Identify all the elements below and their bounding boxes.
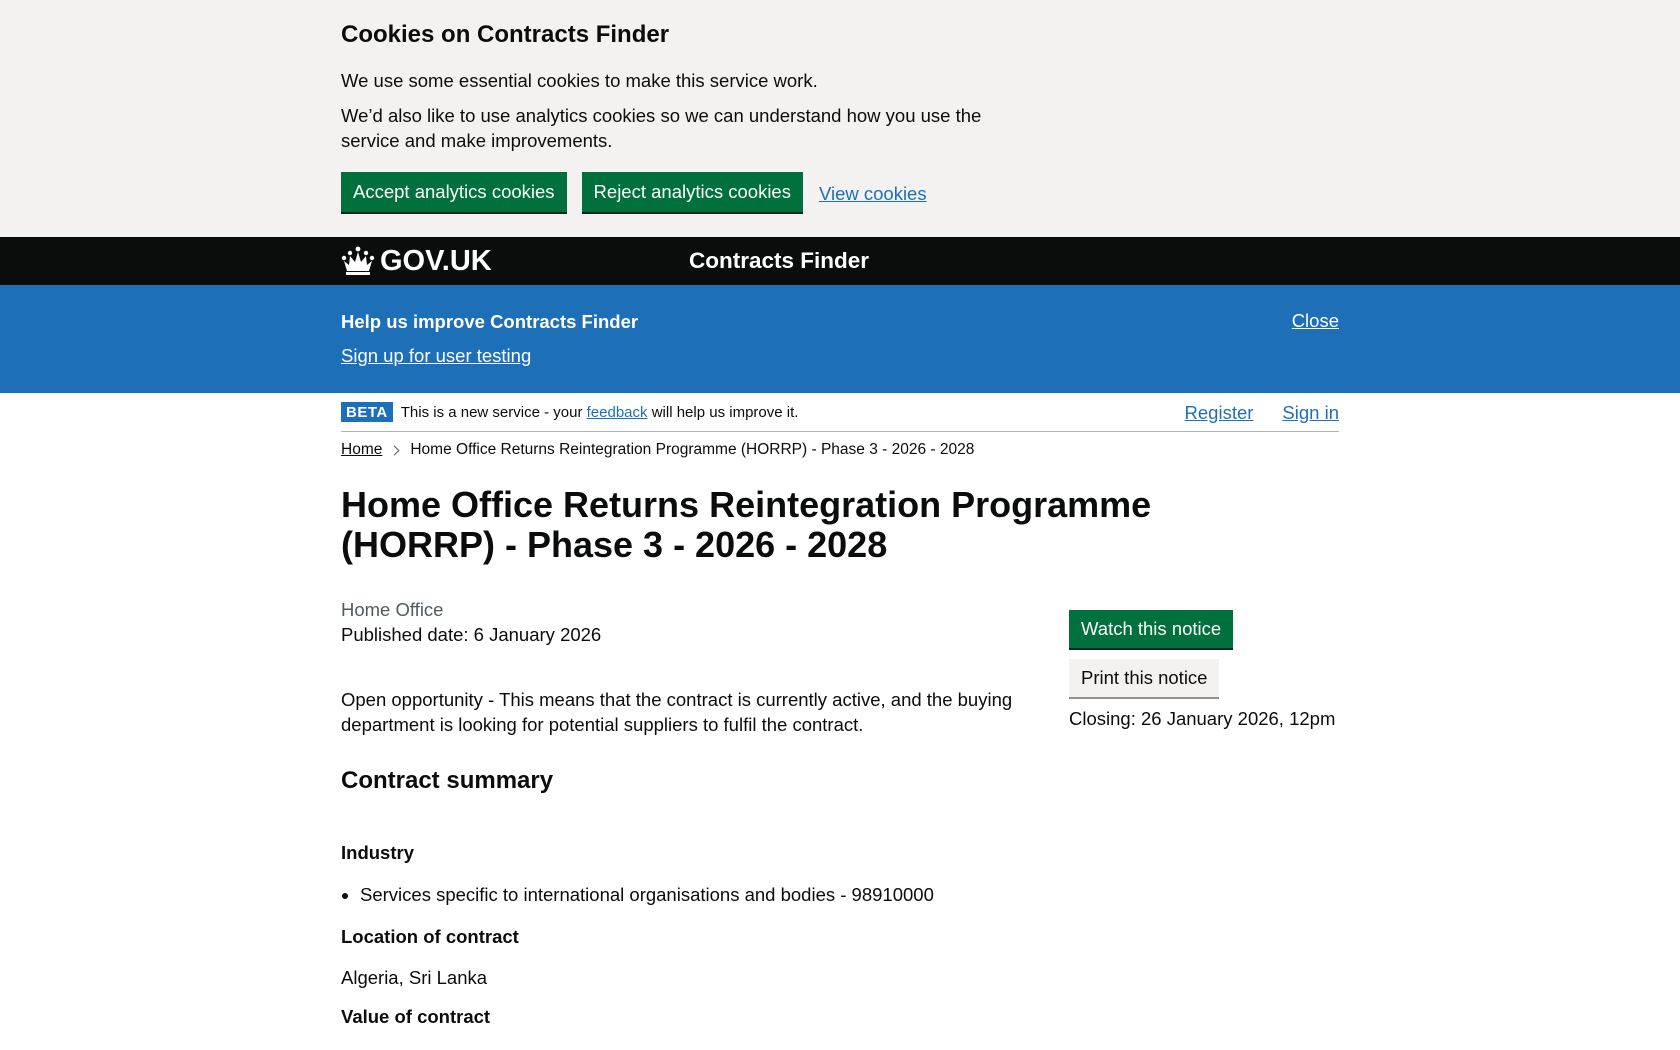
phase-banner-text [401,404,799,421]
accept-cookies-button[interactable]: Accept analytics cookies [341,172,567,212]
cookie-banner-text: We use some essential cookies to make this service work. [341,70,818,91]
notice-content [341,597,1339,1029]
register-link[interactable]: Register [1184,402,1254,423]
view-cookies-link[interactable]: View cookies [818,183,927,204]
survey-banner [0,285,1680,393]
service-name[interactable]: Contracts Finder [689,248,870,273]
notice-actions [1069,597,1335,1029]
phase-banner [341,393,1339,432]
breadcrumb-current: Home Office Returns Reintegration Programme (HORRP) - Phase 3 - 2026 - 2028 [410,441,975,458]
closing-date: Closing: 26 January 2026, 12pm [1069,708,1336,729]
contract-summary-heading: Contract summary [341,767,554,794]
close-survey-banner-link[interactable]: Close [1291,310,1339,331]
breadcrumb [341,441,1339,459]
print-notice-button[interactable]: Print this notice [1069,659,1219,697]
user-testing-signup-link[interactable]: Sign up for user testing [341,345,532,366]
published-date: Published date: 6 January 2026 [341,624,602,645]
survey-banner-heading: Help us improve Contracts Finder [341,311,639,332]
gov-uk-logo[interactable]: GOV.UK [380,244,492,277]
cookie-banner-text: We’d also like to use analytics cookies so we can understand how you use the service and make improvements. [341,105,982,151]
list-item: • Services specific to international organisations and bodies - 98910000 [360,882,1031,907]
cookie-actions [341,172,1339,212]
breadcrumb-home-link[interactable]: Home [341,441,383,458]
account-links [1185,402,1339,424]
industry-heading: Industry [341,842,414,863]
phase-text-before: This is a new service - your [400,403,583,421]
notice-status-text: Open opportunity - This means that the contract is currently active, and the buying department is looking for potential suppliers to fulfil the contract. [341,689,1013,735]
reject-cookies-button[interactable]: Reject analytics cookies [582,172,803,212]
chevron-right-icon [390,445,400,455]
organisation-name: Home Office [341,599,444,620]
cookie-banner-heading: Cookies on Contracts Finder [341,21,670,48]
notice-main [341,597,1031,1029]
cookie-banner [0,0,1680,237]
value-heading: Value of contract [341,1006,491,1027]
crown-icon [341,246,375,276]
sign-in-link[interactable]: Sign in [1282,402,1339,423]
feedback-link[interactable]: feedback [586,403,648,421]
beta-tag: BETA [341,402,393,422]
page-title: Home Office Returns Reintegration Programme (HORRP) - Phase 3 - 2026 - 2028 [341,484,1152,565]
industry-list [341,882,1031,907]
phase-text-after: will help us improve it. [651,403,799,421]
gov-header [0,237,1680,285]
location-heading: Location of contract [341,926,519,947]
watch-notice-button[interactable]: Watch this notice [1069,610,1233,648]
location-value: Algeria, Sri Lanka [341,967,488,988]
